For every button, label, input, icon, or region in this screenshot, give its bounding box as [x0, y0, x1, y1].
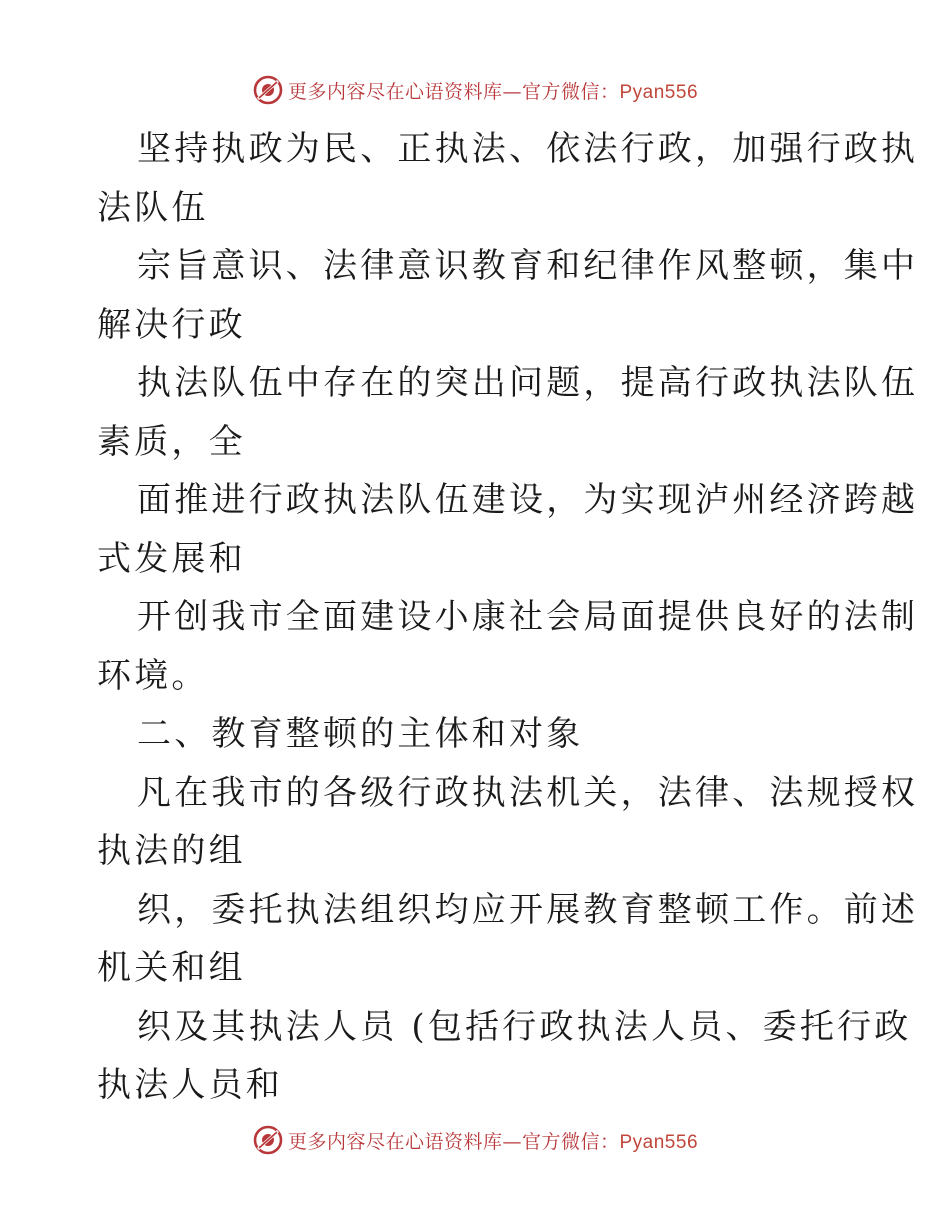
- paragraph-line: 织，委托执法组织均应开展教育整顿工作。前述: [137, 889, 919, 930]
- section-heading: 二、教育整顿的主体和对象: [137, 714, 584, 754]
- paragraph-line: 执法队伍中存在的突出问题，提高行政执法队伍: [137, 363, 919, 403]
- paragraph-line: 机关和组: [97, 948, 246, 988]
- paragraph-line: 素质，全: [97, 421, 246, 462]
- paragraph-line: 环境。: [97, 655, 209, 696]
- brand-logo-icon: [252, 74, 284, 106]
- paragraph-line: 执法人员和: [97, 1065, 283, 1105]
- paragraph-line: 宗旨意识、法律意识教育和纪律作风整顿，集中: [137, 246, 919, 286]
- paragraph-line: 开创我市全面建设小康社会局面提供良好的法制: [137, 597, 919, 637]
- header-watermark: [0, 70, 950, 110]
- paragraph-line: 面推进行政执法队伍建设，为实现泸州经济跨越: [137, 480, 919, 520]
- wechat-account: Pyan556: [619, 81, 699, 103]
- paragraph-line: 解决行政: [97, 304, 246, 345]
- paragraph-line: 法队伍: [97, 187, 209, 228]
- watermark-text: 更多内容尽在心语资料库—官方微信：Pyan556: [287, 1130, 699, 1153]
- wechat-account: Pyan556: [619, 1131, 699, 1153]
- paragraph-line: 织及其执法人员 (包括行政执法人员、委托行政: [137, 1006, 912, 1047]
- paragraph-line: 执法的组: [97, 831, 246, 871]
- paragraph-line: 坚持执政为民、正执法、依法行政，加强行政执: [137, 129, 919, 169]
- watermark-text: 更多内容尽在心语资料库—官方微信：Pyan556: [287, 80, 699, 103]
- paragraph-line: 凡在我市的各级行政执法机关，法律、法规授权: [137, 772, 919, 813]
- brand-logo-icon: [252, 1124, 284, 1156]
- body-text: [97, 120, 919, 1115]
- footer-watermark: [0, 1120, 950, 1160]
- paragraph-line: 式发展和: [97, 538, 246, 579]
